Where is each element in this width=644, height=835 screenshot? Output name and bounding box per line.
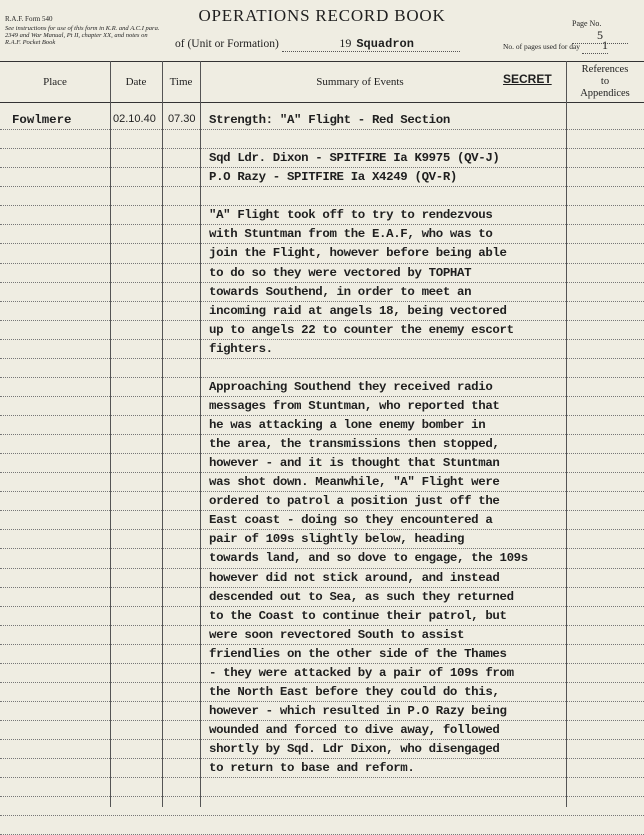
- record-line: [0, 416, 644, 435]
- record-line: [0, 359, 644, 378]
- record-line: [0, 130, 644, 149]
- summary-text-line: - they were attacked by a pair of 109s from: [209, 665, 514, 680]
- header-bottom-rule: [0, 102, 644, 103]
- summary-text-line: to do so they were vectored by TOPHAT: [209, 265, 472, 280]
- summary-text-line: the area, the transmissions then stopped,: [209, 437, 500, 452]
- record-line: [0, 264, 644, 283]
- unit-number: 19: [339, 36, 352, 50]
- record-rows: [0, 111, 644, 835]
- record-line: [0, 664, 644, 683]
- record-line: [0, 683, 644, 702]
- date-column-header: Date: [125, 75, 147, 88]
- record-line: [0, 530, 644, 549]
- references-column-header: [566, 61, 644, 102]
- record-line: [0, 588, 644, 607]
- record-line: [0, 607, 644, 626]
- pages-used-field: [503, 38, 608, 54]
- summary-text-line: he was attacking a lone enemy bomber in: [209, 418, 486, 432]
- record-line: [0, 816, 644, 835]
- record-line: [0, 759, 644, 778]
- summary-text-line: Sqd Ldr. Dixon - SPITFIRE Ia K9975 (QV-J): [209, 151, 500, 166]
- record-line: [0, 721, 644, 740]
- summary-text-line: to the Coast to continue their patrol, but: [209, 608, 507, 623]
- record-line: [0, 492, 644, 511]
- summary-text-line: descended out to Sea, as such they returned: [209, 589, 514, 604]
- record-line: [0, 244, 644, 263]
- record-line: [0, 283, 644, 302]
- references-header-line: References: [581, 63, 629, 75]
- record-line: [0, 569, 644, 588]
- record-line: [0, 111, 644, 130]
- unit-line: [175, 36, 460, 52]
- summary-text-line: however - and it is thought that Stuntman: [209, 456, 500, 471]
- record-line: [0, 206, 644, 225]
- time-column-header: Time: [169, 75, 193, 88]
- summary-text-line: towards land, and so dove to engage, the 109s: [209, 551, 528, 566]
- entry-time: 07.30: [168, 113, 196, 125]
- record-line: [0, 473, 644, 492]
- unit-value: [282, 36, 460, 52]
- record-line: [0, 645, 644, 664]
- summary-text-line: towards Southend, in order to meet an: [209, 284, 472, 299]
- record-line: [0, 397, 644, 416]
- entry-place: Fowlmere: [12, 113, 72, 127]
- summary-text-line: with Stuntman from the E.A.F, who was to: [209, 227, 493, 242]
- record-line: [0, 321, 644, 340]
- record-line: [0, 149, 644, 168]
- summary-text-line: P.O Razy - SPITFIRE Ia X4249 (QV-R): [209, 170, 457, 185]
- summary-text-line: up to angels 22 to counter the enemy escort: [209, 322, 514, 337]
- record-line: [0, 778, 644, 797]
- record-line: [0, 225, 644, 244]
- summary-column-header: Summary of Events: [316, 75, 404, 88]
- secret-marking: SECRET: [503, 72, 552, 86]
- summary-text-line: Approaching Southend they received radio: [209, 379, 493, 394]
- record-line: [0, 378, 644, 397]
- summary-text-line: messages from Stuntman, who reported that: [209, 398, 500, 413]
- record-line: [0, 302, 644, 321]
- record-line: [0, 435, 644, 454]
- record-line: [0, 168, 644, 187]
- summary-text-line: shortly by Sqd. Ldr Dixon, who disengaged: [209, 742, 500, 757]
- form-number: R.A.F. Form 540: [5, 15, 53, 23]
- summary-text-line: incoming raid at angels 18, being vectored: [209, 303, 507, 318]
- unit-name: Squadron: [356, 37, 414, 51]
- summary-text-line: however did not stick around, and instead: [209, 570, 500, 585]
- summary-text-line: to return to base and reform.: [209, 761, 415, 776]
- summary-text-line: were soon revectored South to assist: [209, 627, 465, 642]
- pages-used-label: No. of pages used for day: [503, 42, 581, 51]
- summary-text-line: friendlies on the other side of the Thames: [209, 646, 507, 661]
- pages-used-value: 1: [582, 38, 608, 54]
- summary-text-line: however - which resulted in P.O Razy being: [209, 703, 507, 718]
- record-line: [0, 454, 644, 473]
- record-line: [0, 702, 644, 721]
- record-line: [0, 340, 644, 359]
- place-column-header: Place: [43, 75, 67, 88]
- record-line: [0, 740, 644, 759]
- record-line: [0, 626, 644, 645]
- form-instructions: See instructions for use of this form in K.R. and A.C.I para. 2349 and War Manual, Pt II, chapter XX, and notes on R.A.F. Pocket Book: [5, 25, 160, 46]
- summary-text-line: was shot down. Meanwhile, "A" Flight were: [209, 475, 500, 490]
- page-title: OPERATIONS RECORD BOOK: [198, 6, 446, 25]
- references-header-line: Appendices: [580, 87, 630, 99]
- of-label: of: [175, 38, 185, 50]
- entry-date: 02.10.40: [113, 113, 156, 125]
- summary-text-line: "A" Flight took off to try to rendezvous: [209, 208, 493, 223]
- page-number-label: Page No.: [572, 19, 602, 28]
- record-line: [0, 511, 644, 530]
- record-line: [0, 187, 644, 206]
- summary-text-line: pair of 109s slightly below, heading: [209, 532, 465, 547]
- references-header-line: to: [600, 75, 610, 87]
- summary-text-line: join the Flight, however before being able: [209, 246, 507, 261]
- page-number-value: 5: [572, 28, 628, 44]
- record-line: [0, 549, 644, 568]
- summary-text-line: the North East before they could do this,: [209, 684, 500, 699]
- summary-text-line: ordered to patrol a position just off the: [209, 494, 500, 509]
- summary-text-line: East coast - doing so they encountered a: [209, 513, 493, 528]
- unit-label: (Unit or Formation): [187, 38, 279, 50]
- summary-text-line: wounded and forced to dive away, followed: [209, 723, 500, 737]
- summary-text-line: fighters.: [209, 341, 273, 356]
- summary-text-line: Strength: "A" Flight - Red Section: [209, 113, 450, 127]
